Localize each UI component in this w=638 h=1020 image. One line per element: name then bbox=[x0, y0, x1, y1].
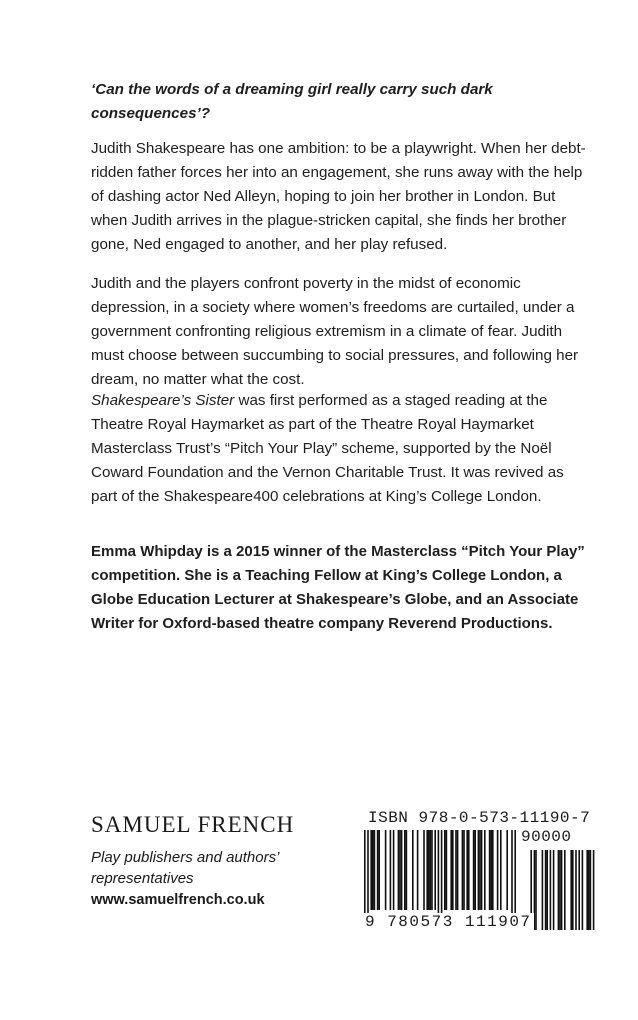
barcode-bar bbox=[450, 830, 452, 910]
blurb-paragraph-1: Judith Shakespeare has one ambition: to be a playwright. When her debt-ridden father forces her into an engagement, she runs away with the help of dashing actor Ned Alleyn, hoping to join her brother in London. But when Judith arrives in the plague-stricken capital, she finds her brother gone, Ned engaged to another, and her play refused. bbox=[91, 140, 586, 253]
barcode-bar bbox=[497, 830, 499, 910]
price-code: 90000 bbox=[521, 828, 572, 846]
barcode-bar bbox=[434, 830, 436, 910]
barcode-bar bbox=[446, 830, 448, 910]
barcode-bar bbox=[423, 830, 425, 910]
barcode-bar bbox=[481, 830, 483, 910]
barcode-bar bbox=[417, 830, 419, 910]
barcode-bar bbox=[378, 830, 380, 910]
barcode-addon-bar bbox=[588, 850, 590, 930]
barcode-addon-bar bbox=[561, 850, 563, 930]
barcode-bar bbox=[430, 830, 432, 910]
barcode-bar bbox=[466, 830, 468, 910]
barcode-addon-bar bbox=[564, 850, 566, 930]
barcode-bar bbox=[428, 830, 430, 910]
isbn-label: ISBN 978-0-573-11190-7 bbox=[368, 809, 591, 827]
blurb-paragraph-3-text: was first performed as a staged reading at the Theatre Royal Haymarket as part of the Theatre Royal Haymarket Masterclass Trust’s “Pitch Your Play” scheme, supported by the Noël Coward Foundation and the Vernon Charitable Trust. It was revived as part of the Shakespeare400 celebrations at King’s College London. bbox=[91, 392, 564, 505]
barcode-bar bbox=[426, 830, 428, 910]
barcode-bar bbox=[390, 830, 392, 910]
publisher-url[interactable]: www.samuelfrench.co.uk bbox=[91, 892, 265, 908]
barcode-addon-bar bbox=[578, 850, 580, 930]
barcode-bar bbox=[457, 830, 459, 910]
barcode-addon-bar bbox=[570, 850, 572, 930]
barcode-addon-bar bbox=[575, 850, 577, 930]
barcode-bar bbox=[404, 830, 406, 910]
ean-digits: 9 780573 111907 bbox=[365, 913, 532, 931]
barcode-bar bbox=[374, 830, 376, 910]
barcode-bar bbox=[372, 830, 374, 910]
barcode-bar bbox=[399, 830, 401, 910]
blurb-paragraph-3 bbox=[91, 389, 591, 509]
barcode-bar bbox=[393, 830, 395, 910]
barcode-addon-bar bbox=[546, 850, 548, 930]
barcode-bar bbox=[473, 830, 475, 910]
barcode-bar bbox=[377, 830, 379, 910]
barcode-bar bbox=[452, 830, 454, 910]
barcode-bar bbox=[492, 830, 494, 910]
barcode-addon-bar bbox=[542, 850, 544, 930]
barcode-bar bbox=[474, 830, 476, 910]
barcode-bar bbox=[401, 830, 403, 910]
barcode-addon-bar bbox=[545, 850, 547, 930]
barcode-bar bbox=[406, 830, 408, 910]
barcode-bar bbox=[431, 830, 433, 910]
barcode-guard-bar bbox=[364, 830, 366, 916]
blurb-paragraph-2: Judith and the players confront poverty in the midst of economic depression, in a society where women’s freedoms are curtailed, under a government confronting religious extremism in a climate of fear. Judith must choose between succumbing to social pressures, and following her dream, no matter what the cost. bbox=[91, 275, 579, 388]
barcode-bar bbox=[455, 830, 457, 910]
play-title: Shakespeare’s Sister bbox=[91, 392, 235, 409]
barcode-addon-bar bbox=[559, 850, 561, 930]
barcode-guard-bar bbox=[367, 830, 369, 916]
barcode-addon-bar bbox=[572, 850, 574, 930]
publisher-logo: SAMUEL FRENCH bbox=[91, 812, 295, 837]
barcode-bar bbox=[385, 830, 387, 910]
barcode-addon-bar bbox=[593, 850, 595, 930]
barcode-addon-bar bbox=[590, 850, 592, 930]
barcode-bar bbox=[444, 830, 446, 910]
barcode-bar bbox=[412, 830, 414, 910]
barcode-bar bbox=[478, 830, 480, 910]
barcode-bar bbox=[489, 830, 491, 910]
barcode-addon-bar bbox=[586, 850, 588, 930]
barcode-guard-bar bbox=[438, 830, 440, 916]
barcode-bar bbox=[506, 830, 508, 910]
barcode-addon-bar bbox=[535, 850, 537, 930]
publisher-description: Play publishers and authors’ representatives bbox=[91, 849, 279, 887]
barcode-addon-bar bbox=[582, 850, 584, 930]
barcode-bar bbox=[490, 830, 492, 910]
barcode-addon-bar bbox=[558, 850, 560, 930]
author-bio: Emma Whipday is a 2015 winner of the Masterclass “Pitch Your Play” competition. She is a Teaching Fellow at King’s College London, a Globe Education Lecturer at Shakespeare’s Globe, and an Associate Writer for Oxford-based theatre company Reverend Productions. bbox=[91, 543, 585, 632]
barcode-bar bbox=[479, 830, 481, 910]
barcode-bar bbox=[398, 830, 400, 910]
barcode-addon-bar bbox=[553, 850, 555, 930]
barcode-bar bbox=[463, 830, 465, 910]
barcode-bar bbox=[370, 830, 372, 910]
tagline-quote: ‘Can the words of a dreaming girl really carry such dark consequences’? bbox=[91, 81, 493, 122]
barcode-bar bbox=[462, 830, 464, 910]
barcode-bar bbox=[500, 830, 502, 910]
barcode-addon-bar bbox=[550, 850, 552, 930]
barcode-addon-bar bbox=[534, 850, 536, 930]
barcode-guard-bar bbox=[514, 830, 516, 916]
barcode-guard-bar bbox=[441, 830, 443, 916]
barcode-guard-bar bbox=[511, 830, 513, 916]
barcode-bar bbox=[484, 830, 486, 910]
barcode-bar bbox=[468, 830, 470, 910]
